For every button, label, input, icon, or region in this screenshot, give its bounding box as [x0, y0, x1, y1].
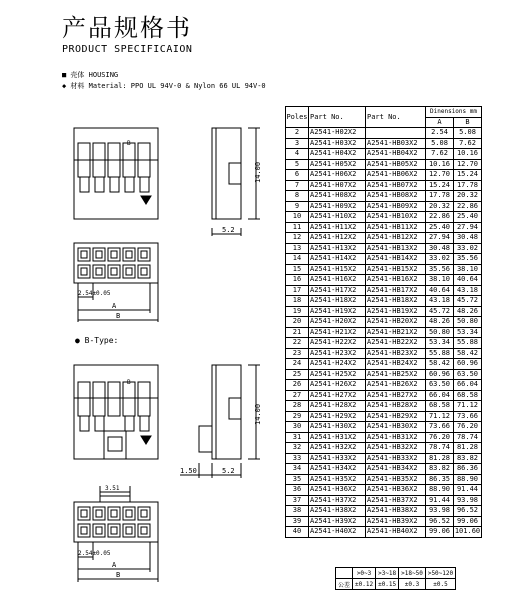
cell-part-b: A2541-HB35X2: [366, 474, 426, 485]
cell-part-b: A2541-HB20X2: [366, 317, 426, 328]
cell-dim-a: 58.42: [426, 359, 454, 370]
front-view-slots: [74, 143, 158, 192]
front-view-housing: [74, 128, 158, 219]
cell-part-a: A2541-H28X2: [309, 401, 366, 412]
cell-poles: 8: [286, 191, 309, 202]
cell-dim-b: 30.48: [454, 233, 482, 244]
cell-part-b: A2541-HB22X2: [366, 338, 426, 349]
cell-dim-a: 88.90: [426, 485, 454, 496]
cell-dim-b: 78.74: [454, 432, 482, 443]
table-row: [286, 233, 482, 244]
cell-dim-b: 55.88: [454, 338, 482, 349]
cell-part-a: A2541-H07X2: [309, 180, 366, 191]
header-col-b: B: [454, 117, 482, 128]
table-row: [286, 474, 482, 485]
cell-part-a: A2541-H18X2: [309, 296, 366, 307]
cell-dim-a: 50.80: [426, 327, 454, 338]
header-dimensions: Dinensions mm: [426, 107, 482, 118]
cell-part-b: [366, 128, 426, 139]
cell-part-b: A2541-HB23X2: [366, 348, 426, 359]
cell-dim-a: 12.70: [426, 170, 454, 181]
cell-poles: 5: [286, 159, 309, 170]
cell-dim-b: 53.34: [454, 327, 482, 338]
dim-b-label: B: [116, 312, 121, 320]
cell-dim-b: 86.36: [454, 464, 482, 475]
table-row: [286, 495, 482, 506]
cell-dim-a: 25.40: [426, 222, 454, 233]
cell-part-a: A2541-H22X2: [309, 338, 366, 349]
cell-poles: 7: [286, 180, 309, 191]
table-row: [286, 170, 482, 181]
cell-dim-b: 50.80: [454, 317, 482, 328]
dim-52b-label: 5.2: [222, 467, 235, 475]
cell-part-a: A2541-H21X2: [309, 327, 366, 338]
cell-part-b: A2541-HB11X2: [366, 222, 426, 233]
cell-dim-b: 60.96: [454, 359, 482, 370]
cell-part-a: A2541-H35X2: [309, 474, 366, 485]
table-row: [286, 222, 482, 233]
cell-part-b: A2541-HB13X2: [366, 243, 426, 254]
header-col-a: A: [426, 117, 454, 128]
cell-poles: 9: [286, 201, 309, 212]
cell-dim-a: 63.50: [426, 380, 454, 391]
cell-part-a: A2541-H40X2: [309, 527, 366, 538]
dim-a-label: A: [112, 302, 117, 310]
cell-part-b: A2541-HB03X2: [366, 138, 426, 149]
cell-part-a: A2541-H32X2: [309, 443, 366, 454]
cell-dim-a: 78.74: [426, 443, 454, 454]
cell-part-a: A2541-H12X2: [309, 233, 366, 244]
cell-poles: 33: [286, 453, 309, 464]
cell-poles: 12: [286, 233, 309, 244]
cell-part-a: A2541-H02X2: [309, 128, 366, 139]
cell-part-b: A2541-HB09X2: [366, 201, 426, 212]
cell-poles: 28: [286, 401, 309, 412]
table-row: [286, 264, 482, 275]
cell-part-a: A2541-H38X2: [309, 506, 366, 517]
cell-part-b: A2541-HB32X2: [366, 443, 426, 454]
tol-value-2: ±0.15: [376, 579, 399, 590]
cell-dim-b: 12.70: [454, 159, 482, 170]
cell-part-b: A2541-HB17X2: [366, 285, 426, 296]
cell-part-b: A2541-HB31X2: [366, 432, 426, 443]
cell-part-b: A2541-HB07X2: [366, 180, 426, 191]
cell-dim-b: 68.58: [454, 390, 482, 401]
cell-dim-b: 83.82: [454, 453, 482, 464]
cell-dim-a: 60.96: [426, 369, 454, 380]
cell-dim-a: 15.24: [426, 180, 454, 191]
tol-header-0: [336, 568, 353, 579]
cell-part-b: A2541-HB12X2: [366, 233, 426, 244]
table-row: [286, 275, 482, 286]
header-poles: Poles: [286, 107, 309, 128]
cell-part-b: A2541-HB34X2: [366, 464, 426, 475]
cell-part-a: A2541-H16X2: [309, 275, 366, 286]
cell-poles: 14: [286, 254, 309, 265]
cell-dim-a: 35.56: [426, 264, 454, 275]
cell-poles: 40: [286, 527, 309, 538]
cell-part-b: A2541-HB16X2: [366, 275, 426, 286]
page-title-cn: 产品规格书: [62, 14, 192, 42]
cell-part-b: A2541-HB26X2: [366, 380, 426, 391]
cell-part-b: A2541-HB38X2: [366, 506, 426, 517]
cell-dim-b: 38.10: [454, 264, 482, 275]
btype-front-slots: [74, 382, 158, 459]
page-title-en: PRODUCT SPECIFICAION: [62, 44, 193, 55]
cell-dim-b: 17.78: [454, 180, 482, 191]
pin-mark-1: B: [127, 140, 131, 147]
tol-value-3: ±0.3: [399, 579, 426, 590]
cell-part-b: A2541-HB30X2: [366, 422, 426, 433]
table-row: [286, 411, 482, 422]
tol-row-label: 公差: [336, 579, 353, 590]
cell-dim-a: 68.58: [426, 401, 454, 412]
cell-part-a: A2541-H10X2: [309, 212, 366, 223]
table-row: [286, 254, 482, 265]
cell-part-a: A2541-H09X2: [309, 201, 366, 212]
cell-part-b: A2541-HB10X2: [366, 212, 426, 223]
bottom-view-cavities: [78, 248, 150, 278]
table-row: [286, 243, 482, 254]
table-row: [286, 390, 482, 401]
cell-part-a: A2541-H03X2: [309, 138, 366, 149]
table-row: [286, 138, 482, 149]
cell-dim-b: 99.06: [454, 516, 482, 527]
cell-poles: 26: [286, 380, 309, 391]
cell-dim-b: 58.42: [454, 348, 482, 359]
cell-part-b: A2541-HB37X2: [366, 495, 426, 506]
cell-poles: 2: [286, 128, 309, 139]
cell-dim-b: 96.52: [454, 506, 482, 517]
cell-dim-a: 76.20: [426, 432, 454, 443]
cell-part-b: A2541-HB28X2: [366, 401, 426, 412]
table-row: [286, 369, 482, 380]
table-row: [286, 191, 482, 202]
spec-table-body: [286, 128, 482, 538]
table-row: [286, 432, 482, 443]
cell-dim-a: 43.18: [426, 296, 454, 307]
cell-dim-b: 48.26: [454, 306, 482, 317]
cell-poles: 29: [286, 411, 309, 422]
tol-value-1: ±0.12: [353, 579, 376, 590]
btype-bottom-cavities: [78, 507, 150, 537]
cell-part-b: A2541-HB18X2: [366, 296, 426, 307]
cell-dim-b: 66.04: [454, 380, 482, 391]
cell-dim-a: 83.82: [426, 464, 454, 475]
cell-dim-b: 43.18: [454, 285, 482, 296]
cell-part-a: A2541-H26X2: [309, 380, 366, 391]
cell-dim-a: 96.52: [426, 516, 454, 527]
cell-part-a: A2541-H33X2: [309, 453, 366, 464]
cell-poles: 25: [286, 369, 309, 380]
tol-header-1: >0~3: [353, 568, 376, 579]
cell-poles: 39: [286, 516, 309, 527]
dim-351-label: 3.51: [105, 485, 120, 492]
cell-dim-b: 101.60: [454, 527, 481, 536]
table-row: [286, 212, 482, 223]
cell-poles: 34: [286, 464, 309, 475]
cell-part-a: A2541-H27X2: [309, 390, 366, 401]
cell-dim-b: 27.94: [454, 222, 482, 233]
cell-poles: 32: [286, 443, 309, 454]
cell-part-a: A2541-H15X2: [309, 264, 366, 275]
cell-part-a: A2541-H29X2: [309, 411, 366, 422]
table-row: [286, 443, 482, 454]
cell-poles: 38: [286, 506, 309, 517]
cell-dim-b: 81.28: [454, 443, 482, 454]
cell-part-b: A2541-HB29X2: [366, 411, 426, 422]
cell-dim-b: 73.66: [454, 411, 482, 422]
cell-dim-a: 2.54: [426, 128, 454, 139]
cell-poles: 4: [286, 149, 309, 160]
tol-header-3: >18~50: [399, 568, 426, 579]
cell-part-a: A2541-H05X2: [309, 159, 366, 170]
cell-poles: 22: [286, 338, 309, 349]
tolerance-table: [335, 567, 456, 590]
dim-height-b-label: 14.00: [254, 403, 262, 425]
cell-dim-a: 10.16: [426, 159, 454, 170]
cell-dim-a: 22.86: [426, 212, 454, 223]
cell-poles: 27: [286, 390, 309, 401]
cell-dim-a: 73.66: [426, 422, 454, 433]
table-row: [286, 149, 482, 160]
dim-150-label: 1.50: [180, 467, 197, 475]
table-row: [286, 180, 482, 191]
cell-poles: 16: [286, 275, 309, 286]
cell-poles: 36: [286, 485, 309, 496]
cell-poles: 13: [286, 243, 309, 254]
cell-part-b: A2541-HB15X2: [366, 264, 426, 275]
cell-poles: 21: [286, 327, 309, 338]
cell-part-a: A2541-H04X2: [309, 149, 366, 160]
header-part-b: Part No.: [366, 107, 426, 128]
cell-part-a: A2541-H11X2: [309, 222, 366, 233]
table-row: [286, 516, 482, 527]
cell-dim-a: 30.48: [426, 243, 454, 254]
table-row: [286, 296, 482, 307]
cell-dim-b: 15.24: [454, 170, 482, 181]
cell-dim-a: 40.64: [426, 285, 454, 296]
housing-line: ■ 壳体 HOUSING: [62, 71, 119, 79]
cell-poles: 3: [286, 138, 309, 149]
cell-dim-b: 5.08: [454, 128, 482, 139]
cell-part-b: A2541-HB27X2: [366, 390, 426, 401]
cell-poles: 31: [286, 432, 309, 443]
cell-part-a: A2541-H08X2: [309, 191, 366, 202]
cell-dim-a: 53.34: [426, 338, 454, 349]
cell-part-b: A2541-HB33X2: [366, 453, 426, 464]
table-row: [286, 317, 482, 328]
cell-dim-b: 10.16: [454, 149, 482, 160]
cell-part-a: A2541-H14X2: [309, 254, 366, 265]
table-row: [286, 401, 482, 412]
cell-part-b: A2541-HB40X2: [366, 527, 426, 538]
cell-dim-a: 86.35: [426, 474, 454, 485]
table-row: [286, 453, 482, 464]
cell-dim-b: 22.86: [454, 201, 482, 212]
table-row: [286, 348, 482, 359]
cell-dim-a: 5.08: [426, 138, 454, 149]
cell-poles: 18: [286, 296, 309, 307]
cell-dim-b: 71.12: [454, 401, 482, 412]
dim-width-label: 5.2: [222, 226, 235, 234]
cell-poles: 35: [286, 474, 309, 485]
svg-text:B: B: [127, 379, 131, 386]
cell-part-a: A2541-H37X2: [309, 495, 366, 506]
cell-poles: 19: [286, 306, 309, 317]
cell-dim-a: 81.28: [426, 453, 454, 464]
cell-part-b: A2541-HB21X2: [366, 327, 426, 338]
cell-dim-b: 93.98: [454, 495, 482, 506]
cell-dim-a: 71.12: [426, 411, 454, 422]
cell-part-b: A2541-HB24X2: [366, 359, 426, 370]
table-row: [286, 422, 482, 433]
cell-part-a: A2541-H24X2: [309, 359, 366, 370]
table-row: [286, 359, 482, 370]
tol-header-4: >50~120: [425, 568, 455, 579]
btype-front-housing: [74, 365, 158, 459]
polarity-triangle: [141, 196, 151, 204]
b-type-label: ● B-Type:: [75, 336, 119, 345]
cell-dim-b: 25.40: [454, 212, 482, 223]
cell-part-a: A2541-H25X2: [309, 369, 366, 380]
cell-poles: 10: [286, 212, 309, 223]
cell-part-b: A2541-HB25X2: [366, 369, 426, 380]
bottom-view-housing: [74, 243, 158, 283]
cell-dim-a: 7.62: [426, 149, 454, 160]
table-row: [286, 159, 482, 170]
cell-dim-b: 91.44: [454, 485, 482, 496]
cell-dim-b: 88.90: [454, 474, 482, 485]
cell-dim-b: 76.20: [454, 422, 482, 433]
cell-dim-b: 40.64: [454, 275, 482, 286]
cell-dim-b: 63.50: [454, 369, 482, 380]
table-row: [286, 285, 482, 296]
cell-part-a: A2541-H19X2: [309, 306, 366, 317]
table-row: [286, 327, 482, 338]
tol-header-2: >3~18: [376, 568, 399, 579]
table-row: [286, 201, 482, 212]
dim-b-b-label: B: [116, 571, 121, 579]
dim-pitch-b-label: 2.54±0.05: [78, 550, 111, 557]
table-row: [286, 128, 482, 139]
tol-value-4: ±0.5: [425, 579, 455, 590]
cell-dim-b: 7.62: [454, 138, 482, 149]
btype-bottom-housing: [74, 502, 158, 542]
table-row: [286, 338, 482, 349]
cell-part-b: A2541-HB06X2: [366, 170, 426, 181]
cell-dim-a: 99.06: [426, 527, 454, 538]
cell-part-b: A2541-HB36X2: [366, 485, 426, 496]
cell-part-a: A2541-H34X2: [309, 464, 366, 475]
cell-dim-a: 27.94: [426, 233, 454, 244]
dim-pitch-label: 2.54±0.05: [78, 290, 111, 297]
table-row: [286, 380, 482, 391]
spec-table: [285, 106, 482, 538]
cell-part-a: A2541-H39X2: [309, 516, 366, 527]
cell-part-a: A2541-H36X2: [309, 485, 366, 496]
cell-dim-a: 48.26: [426, 317, 454, 328]
cell-part-b: A2541-HB19X2: [366, 306, 426, 317]
cell-part-b: A2541-HB14X2: [366, 254, 426, 265]
cell-poles: 20: [286, 317, 309, 328]
cell-part-b: A2541-HB39X2: [366, 516, 426, 527]
cell-dim-b: 33.02: [454, 243, 482, 254]
table-row: [286, 527, 482, 538]
cell-poles: 15: [286, 264, 309, 275]
table-row: [286, 506, 482, 517]
cell-dim-a: 33.02: [426, 254, 454, 265]
cell-dim-b: 45.72: [454, 296, 482, 307]
cell-dim-a: 38.10: [426, 275, 454, 286]
dim-a-b-label: A: [112, 561, 117, 569]
cell-dim-b: 20.32: [454, 191, 482, 202]
cell-part-a: A2541-H30X2: [309, 422, 366, 433]
cell-dim-a: 20.32: [426, 201, 454, 212]
cell-part-a: A2541-H31X2: [309, 432, 366, 443]
cell-part-b: A2541-HB04X2: [366, 149, 426, 160]
cell-poles: 30: [286, 422, 309, 433]
cell-part-b: A2541-HB08X2: [366, 191, 426, 202]
cell-poles: 17: [286, 285, 309, 296]
cell-part-a: A2541-H06X2: [309, 170, 366, 181]
dim-height-label: 14.00: [254, 161, 262, 183]
cell-dim-a: 55.88: [426, 348, 454, 359]
cell-dim-a: 66.04: [426, 390, 454, 401]
cell-dim-a: 91.44: [426, 495, 454, 506]
cell-part-a: A2541-H13X2: [309, 243, 366, 254]
material-line: ◆ 材料 Material: PPO UL 94V-0 & Nylon 66 UL 94V-0: [62, 82, 266, 90]
table-row: [286, 485, 482, 496]
cell-dim-a: 17.78: [426, 191, 454, 202]
table-row: [286, 306, 482, 317]
cell-part-a: A2541-H23X2: [309, 348, 366, 359]
cell-poles: 6: [286, 170, 309, 181]
cell-poles: 23: [286, 348, 309, 359]
cell-poles: 24: [286, 359, 309, 370]
cell-part-b: A2541-HB05X2: [366, 159, 426, 170]
cell-part-a: A2541-H17X2: [309, 285, 366, 296]
header-part-a: Part No.: [309, 107, 366, 128]
cell-dim-a: 93.98: [426, 506, 454, 517]
cell-part-a: A2541-H20X2: [309, 317, 366, 328]
cell-poles: 11: [286, 222, 309, 233]
cell-dim-b: 35.56: [454, 254, 482, 265]
cell-poles: 37: [286, 495, 309, 506]
cell-dim-a: 45.72: [426, 306, 454, 317]
table-row: [286, 464, 482, 475]
